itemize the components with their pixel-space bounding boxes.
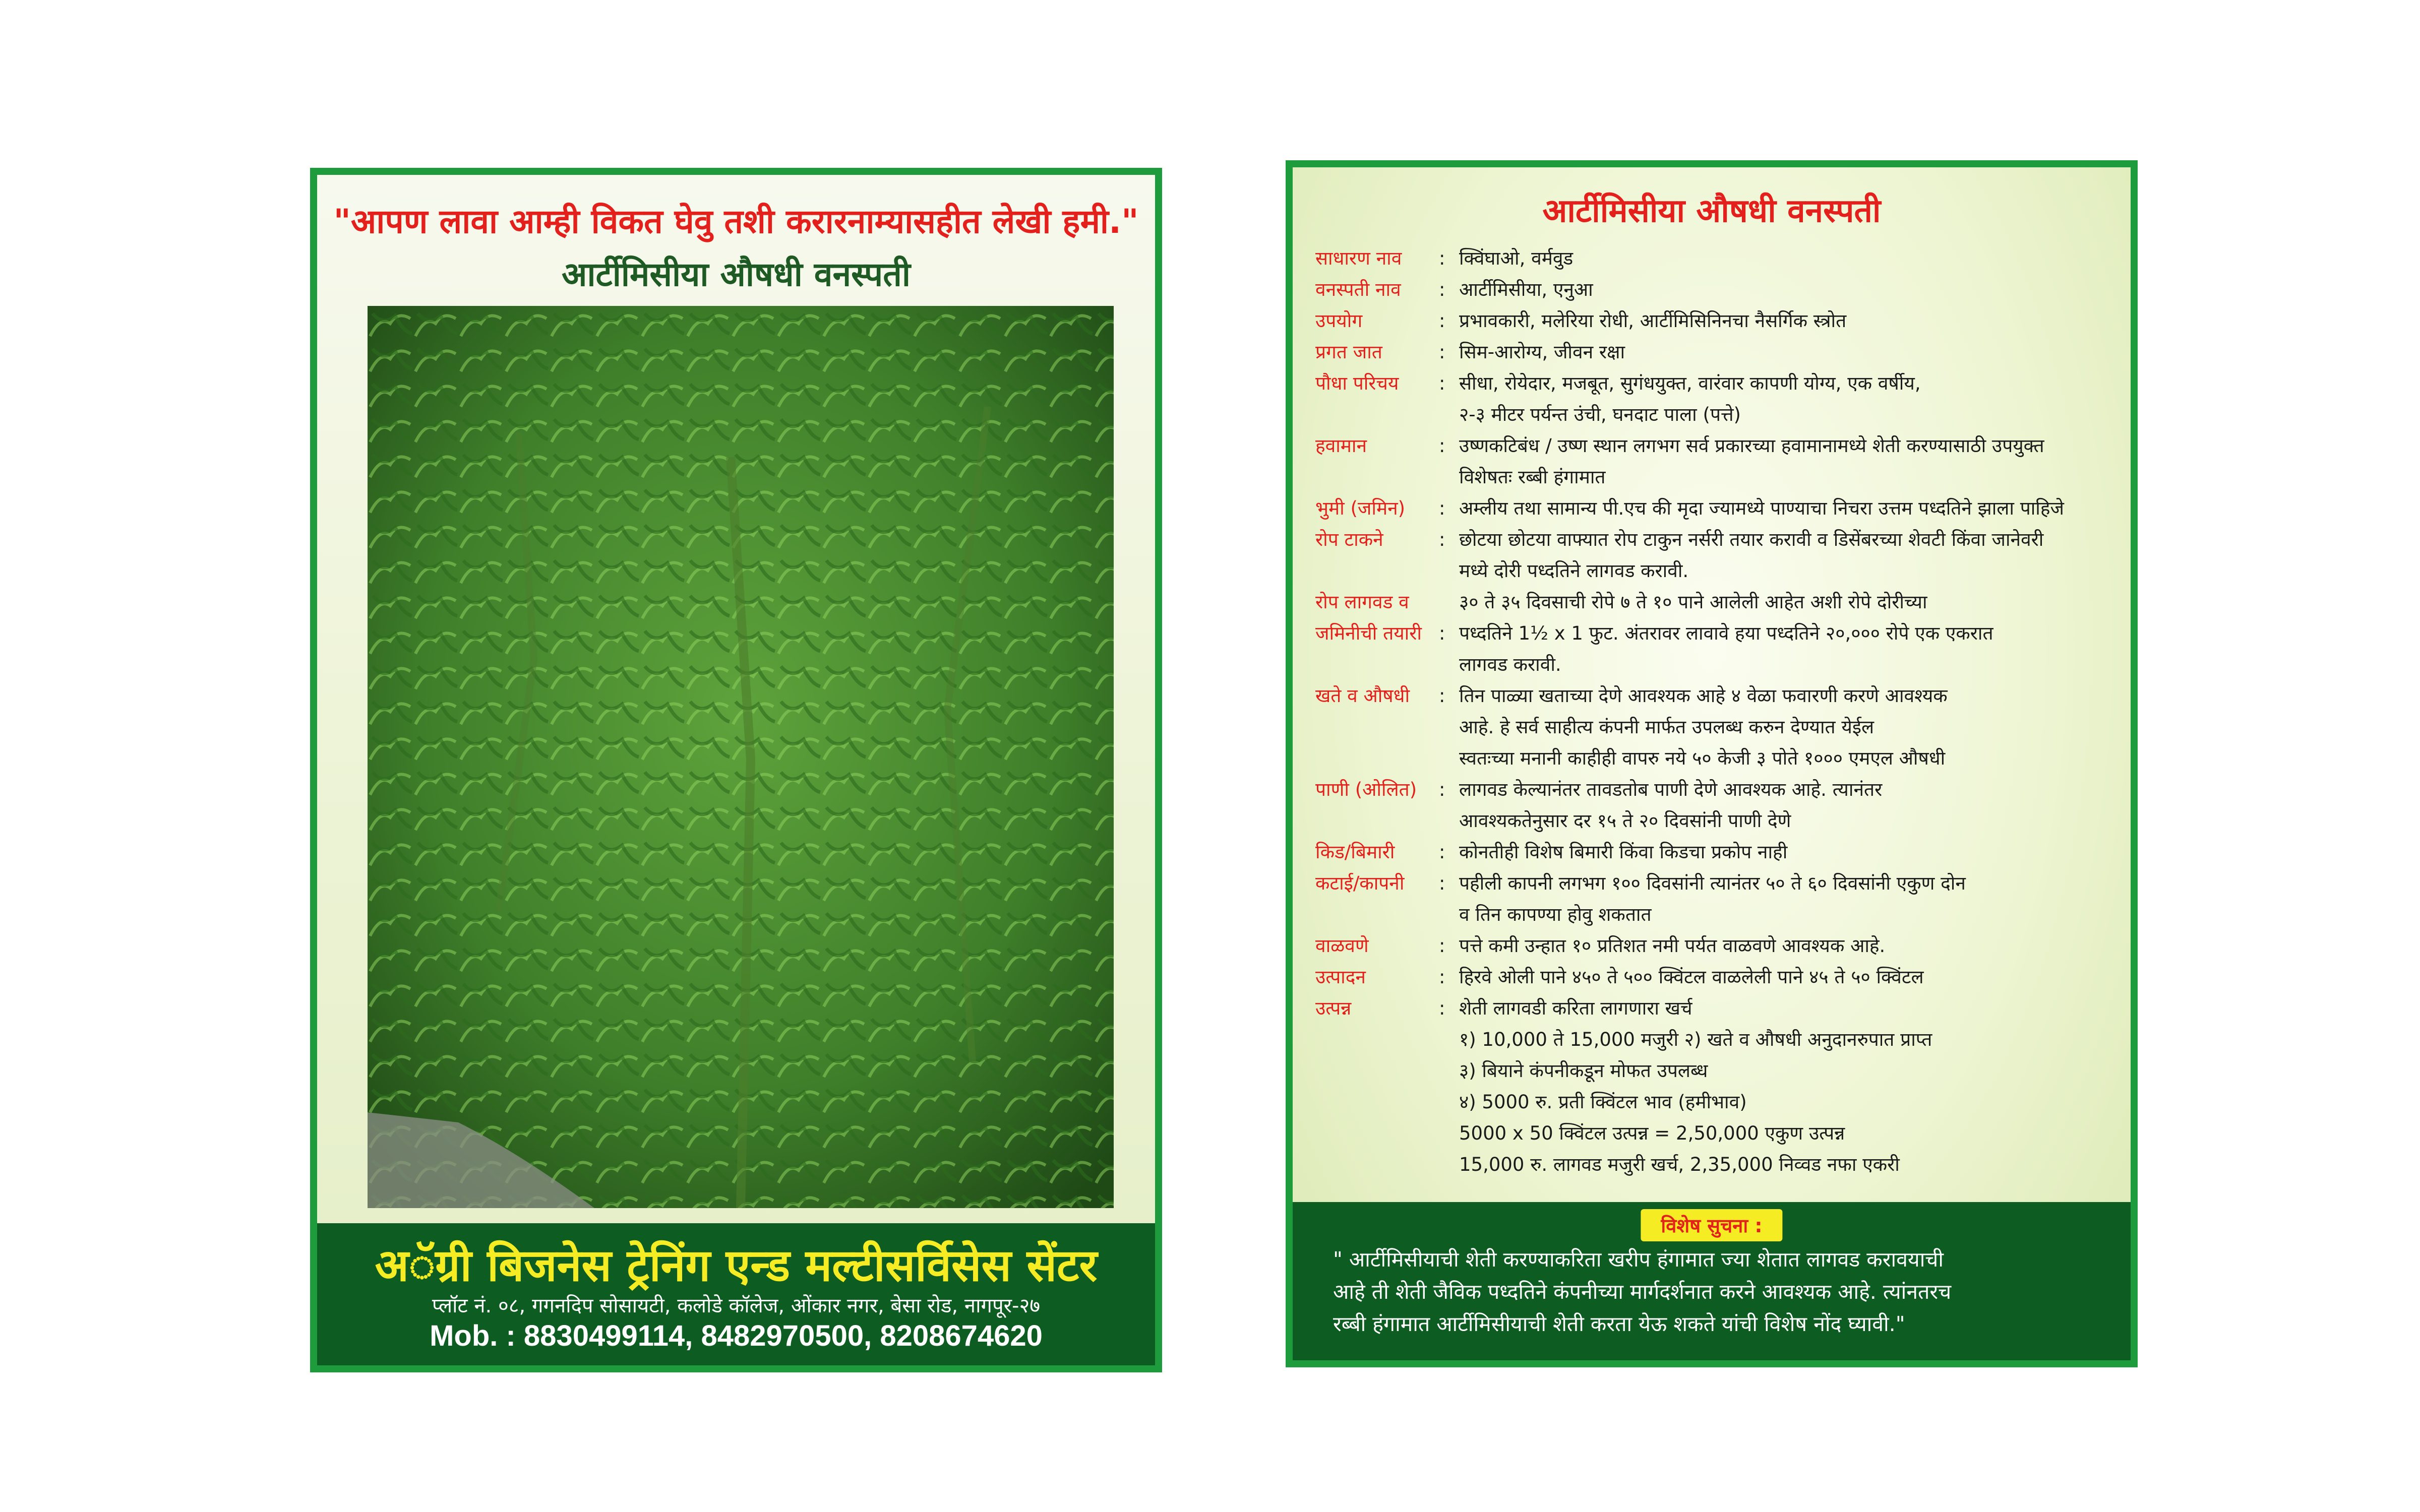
- special-note-footer: [1293, 1202, 2131, 1360]
- row-label: रोप टाकने: [1315, 529, 1383, 550]
- info-table: [1315, 243, 2122, 1180]
- info-row: कटाई/कापनी : पहीली कापनी लगभग १०० दिवसांनी त्यानंतर ५० ते ६० दिवसांनी एकुण दोन: [1315, 868, 2122, 899]
- right-flyer-card: [1286, 160, 2138, 1367]
- row-continuation: आवश्यकतेनुसार दर १५ ते २० दिवसांनी पाणी देणे: [1459, 810, 1791, 832]
- special-note-label: विशेष सुचना :: [1641, 1209, 1782, 1241]
- row-label: रोप लागवड व: [1315, 591, 1409, 613]
- info-row: उत्पादन : हिरवे ओली पाने ४५० ते ५०० क्विंटल वाळलेली पाने ४५ ते ५० क्विंटल: [1315, 962, 2122, 993]
- row-value: पत्ते कमी उन्हात १० प्रतिशत नमी पर्यत वाळवणे आवश्यक आहे.: [1459, 935, 1886, 957]
- row-value: शेती लागवडी करिता लागणारा खर्च: [1459, 997, 1692, 1019]
- company-name: अॅग्री बिजनेस ट्रेनिंग एन्ड मल्टीसर्विसेस सेंटर: [375, 1239, 1098, 1291]
- row-value: पध्दतिने 1½ x 1 फुट. अंतरावर लावावे हया पध्दतिने २०,००० रोपे एक एकरात: [1459, 622, 1993, 644]
- row-continuation: लागवड करावी.: [1459, 654, 1561, 675]
- row-label: किड/बिमारी: [1315, 841, 1395, 863]
- info-row: हवामान : उष्णकटिबंध / उष्ण स्थान लगभग सर्व प्रकारच्या हवामानामध्ये शेती करण्यासाठी उपयुक्त: [1315, 430, 2122, 462]
- left-footer: [317, 1223, 1155, 1365]
- mobile-numbers: Mob. : 8830499114, 8482970500, 8208674620: [430, 1319, 1043, 1352]
- row-label: प्रगत जात: [1315, 341, 1382, 363]
- info-row: वनस्पती नाव : आर्टीमिसीया, एनुआ: [1315, 274, 2122, 305]
- info-row: भुमी (जमिन) : अम्लीय तथा सामान्य पी.एच की मृदा ज्यामध्ये पाण्याचा निचरा उत्तम पध्दतिने झाला पाहिजे: [1315, 493, 2122, 524]
- row-continuation: 5000 x 50 क्विंटल उत्पन्न = 2,50,000 एकुण उत्पन्न: [1459, 1122, 1845, 1144]
- row-value: लागवड केल्यानंतर तावडतोब पाणी देणे आवश्यक आहे. त्यानंतर: [1459, 779, 1883, 800]
- artemisia-plant-photo: [368, 306, 1114, 1208]
- row-label: साधारण नाव: [1315, 247, 1402, 269]
- row-value: पहीली कापनी लगभग १०० दिवसांनी त्यानंतर ५० ते ६० दिवसांनी एकुण दोन: [1459, 872, 1966, 894]
- row-label: जमिनीची तयारी: [1315, 622, 1422, 644]
- info-row: साधारण नाव : क्विंघाओ, वर्मवुड: [1315, 243, 2122, 274]
- row-continuation: 15,000 रु. लागवड मजुरी खर्च, 2,35,000 निव्वड नफा एकरी: [1459, 1154, 1900, 1175]
- row-label: पौधा परिचय: [1315, 372, 1399, 394]
- info-row: पौधा परिचय : सीधा, रोयेदार, मजबूत, सुगंधयुक्त, वारंवार कापणी योग्य, एक वर्षीय,: [1315, 368, 2122, 399]
- row-value: हिरवे ओली पाने ४५० ते ५०० क्विंटल वाळलेली पाने ४५ ते ५० क्विंटल: [1459, 966, 1924, 988]
- note-line: रब्बी हंगामात आर्टीमिसीयाची शेती करता येऊ शकते यांची विशेष नोंद घ्यावी.": [1333, 1312, 1905, 1336]
- info-row: पाणी (ओलित) : लागवड केल्यानंतर तावडतोब पाणी देणे आवश्यक आहे. त्यानंतर: [1315, 774, 2122, 805]
- row-value: सिम-आरोग्य, जीवन रक्षा: [1459, 341, 1625, 363]
- info-row: वाळवणे : पत्ते कमी उन्हात १० प्रतिशत नमी पर्यत वाळवणे आवश्यक आहे.: [1315, 930, 2122, 962]
- info-row: रोप टाकने : छोटया छोटया वाफ्यात रोप टाकुन नर्सरी तयार करावी व डिसेंबरच्या शेवटी किंवा जानेवरी: [1315, 524, 2122, 555]
- row-value: सीधा, रोयेदार, मजबूत, सुगंधयुक्त, वारंवार कापणी योग्य, एक वर्षीय,: [1459, 372, 1921, 394]
- row-value: छोटया छोटया वाफ्यात रोप टाकुन नर्सरी तयार करावी व डिसेंबरच्या शेवटी किंवा जानेवरी: [1459, 529, 2044, 550]
- row-label: उत्पन्न: [1315, 997, 1352, 1019]
- row-value: कोनतीही विशेष बिमारी किंवा किडचा प्रकोप नाही: [1459, 841, 1788, 863]
- row-value: अम्लीय तथा सामान्य पी.एच की मृदा ज्यामध्ये पाण्याचा निचरा उत्तम पध्दतिने झाला पाहिजे: [1459, 497, 2064, 519]
- note-line: आहे ती शेती जैविक पध्दतिने कंपनीच्या मार्गदर्शनात करने आवश्यक आहे. त्यांनतरच: [1333, 1280, 1952, 1304]
- info-row: जमिनीची तयारी : पध्दतिने 1½ x 1 फुट. अंतरावर लावावे हया पध्दतिने २०,००० रोपे एक एकरात: [1315, 618, 2122, 649]
- row-label: उत्पादन: [1315, 966, 1366, 988]
- row-continuation: १) 10,000 ते 15,000 मजुरी २) खते व औषधी अनुदानरुपात प्राप्त: [1459, 1029, 1932, 1050]
- plant-image: [368, 306, 1114, 1208]
- row-value: उष्णकटिबंध / उष्ण स्थान लगभग सर्व प्रकारच्या हवामानामध्ये शेती करण्यासाठी उपयुक्त: [1459, 435, 2044, 457]
- row-value: ३० ते ३५ दिवसाची रोपे ७ ते १० पाने आलेली आहेत अशी रोपे दोरीच्या: [1459, 591, 1927, 613]
- row-continuation: आहे. हे सर्व साहीत्य कंपनी मार्फत उपलब्ध करुन देण्यात येईल: [1459, 716, 1874, 738]
- row-label: भुमी (जमिन): [1315, 497, 1406, 519]
- info-row: उपयोग : प्रभावकारी, मलेरिया रोधी, आर्टीमिसिनिनचा नैसर्गिक स्त्रोत: [1315, 305, 2122, 337]
- special-note-text: [1333, 1243, 2094, 1340]
- info-row: उत्पन्न : शेती लागवडी करिता लागणारा खर्च: [1315, 993, 2122, 1024]
- slogan: "आपण लावा आम्ही विकत घेवु तशी करारनाम्यासहीत लेखी हमी.": [333, 202, 1139, 241]
- row-continuation: ४) 5000 रु. प्रती क्विंटल भाव (हमीभाव): [1459, 1091, 1747, 1113]
- row-continuation: व तिन कापण्या होवु शकतात: [1459, 904, 1652, 925]
- row-label: वाळवणे: [1315, 935, 1369, 957]
- row-continuation: २-३ मीटर पर्यन्त उंची, घनदाट पाला (पत्ते): [1459, 404, 1741, 425]
- row-label: कटाई/कापनी: [1315, 872, 1405, 894]
- info-row: खते व औषधी : तिन पाळ्या खताच्या देणे आवश्यक आहे ४ वेळा फवारणी करणे आवश्यक: [1315, 680, 2122, 712]
- row-label: खते व औषधी: [1315, 685, 1410, 707]
- row-continuation: ३) बियाने कंपनीकडून मोफत उपलब्ध: [1459, 1060, 1708, 1082]
- row-label: उपयोग: [1315, 310, 1363, 332]
- row-label: वनस्पती नाव: [1315, 279, 1401, 300]
- row-label: हवामान: [1315, 435, 1367, 457]
- left-title: आर्टीमिसीया औषधी वनस्पती: [562, 255, 911, 294]
- row-continuation: स्वतःच्या मनानी काहीही वापरु नये ५० केजी ३ पोते १००० एमएल औषधी: [1459, 747, 1946, 769]
- row-continuation: विशेषतः रब्बी हंगामात: [1459, 466, 1606, 488]
- company-address: प्लॉट नं. ०८, गगनदिप सोसायटी, कलोडे कॉलेज, ओंकार नगर, बेसा रोड, नागपूर-२७: [432, 1294, 1041, 1317]
- row-label: पाणी (ओलित): [1315, 779, 1417, 800]
- row-continuation: मध्ये दोरी पध्दतिने लागवड करावी.: [1459, 560, 1689, 582]
- left-flyer-card: [310, 168, 1162, 1372]
- info-row: किड/बिमारी : कोनतीही विशेष बिमारी किंवा किडचा प्रकोप नाही: [1315, 837, 2122, 868]
- info-row: प्रगत जात : सिम-आरोग्य, जीवन रक्षा: [1315, 337, 2122, 368]
- row-value: आर्टीमिसीया, एनुआ: [1459, 279, 1593, 300]
- row-value: क्विंघाओ, वर्मवुड: [1459, 247, 1574, 269]
- row-value: प्रभावकारी, मलेरिया रोधी, आर्टीमिसिनिनचा नैसर्गिक स्त्रोत: [1459, 310, 1847, 332]
- row-value: तिन पाळ्या खताच्या देणे आवश्यक आहे ४ वेळा फवारणी करणे आवश्यक: [1459, 685, 1948, 707]
- right-title: आर्टीमिसीया औषधी वनस्पती: [1542, 193, 1881, 230]
- info-row: [1315, 587, 2122, 618]
- note-line: " आर्टीमिसीयाची शेती करण्याकरिता खरीप हंगामात ज्या शेतात लागवड करावयाची: [1333, 1247, 1944, 1272]
